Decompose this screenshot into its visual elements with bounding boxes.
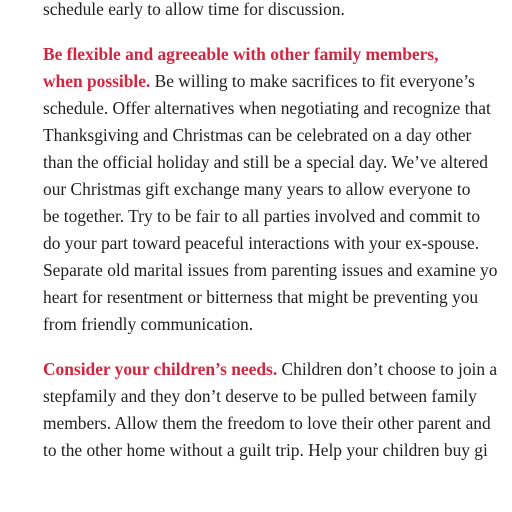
- paragraph-line: [43, 124, 471, 146]
- body-text: stepfamily and they don’t deserve to be pulled between family: [43, 386, 477, 406]
- paragraph-line: [43, 358, 497, 380]
- section-heading: Be flexible and agreeable with other family members,: [43, 44, 439, 64]
- body-text: heart for resentment or bitterness that might be preventing you: [43, 287, 479, 307]
- body-text: Thanksgiving and Christmas can be celebrated on a day other: [43, 125, 472, 145]
- paragraph-line: [43, 97, 491, 119]
- body-text: schedule. Offer alternatives when negotiating and recognize that: [43, 98, 491, 118]
- paragraph-line: [43, 205, 480, 227]
- section-heading: Consider your children’s needs.: [43, 359, 278, 379]
- body-text: our Christmas gift exchange many years to allow everyone to: [43, 179, 471, 199]
- body-text: do your part toward peaceful interactions with your ex-spouse.: [43, 233, 480, 253]
- paragraph-line: [43, 412, 491, 434]
- body-text: Be willing to make sacrifices to fit everyone’s: [150, 71, 475, 91]
- paragraph-line: [43, 385, 477, 407]
- paragraph-line: [43, 259, 497, 281]
- body-text: to the other home without a guilt trip. Help your children buy gi: [43, 440, 488, 460]
- body-text: than the official holiday and still be a special day. We’ve altered: [43, 152, 488, 172]
- paragraph-line: [43, 286, 478, 308]
- paragraph-line: [43, 151, 488, 173]
- paragraph-line: [43, 313, 253, 335]
- paragraph-line: [43, 178, 470, 200]
- body-text: Children don’t choose to join a: [277, 359, 498, 379]
- body-text: members. Allow them the freedom to love their other parent and: [43, 413, 491, 433]
- body-text: Separate old marital issues from parenting issues and examine yo: [43, 260, 498, 280]
- paragraph-line: [43, 0, 345, 20]
- paragraph-line: [43, 70, 475, 92]
- section-heading: when possible.: [43, 71, 151, 91]
- body-text: be together. Try to be fair to all parties involved and commit to: [43, 206, 481, 226]
- paragraph-line: [43, 232, 479, 254]
- paragraph-heading-line: [43, 43, 438, 65]
- body-text: from friendly communication.: [43, 314, 254, 334]
- paragraph-line: [43, 439, 488, 461]
- body-text: schedule early to allow time for discussion.: [43, 0, 345, 19]
